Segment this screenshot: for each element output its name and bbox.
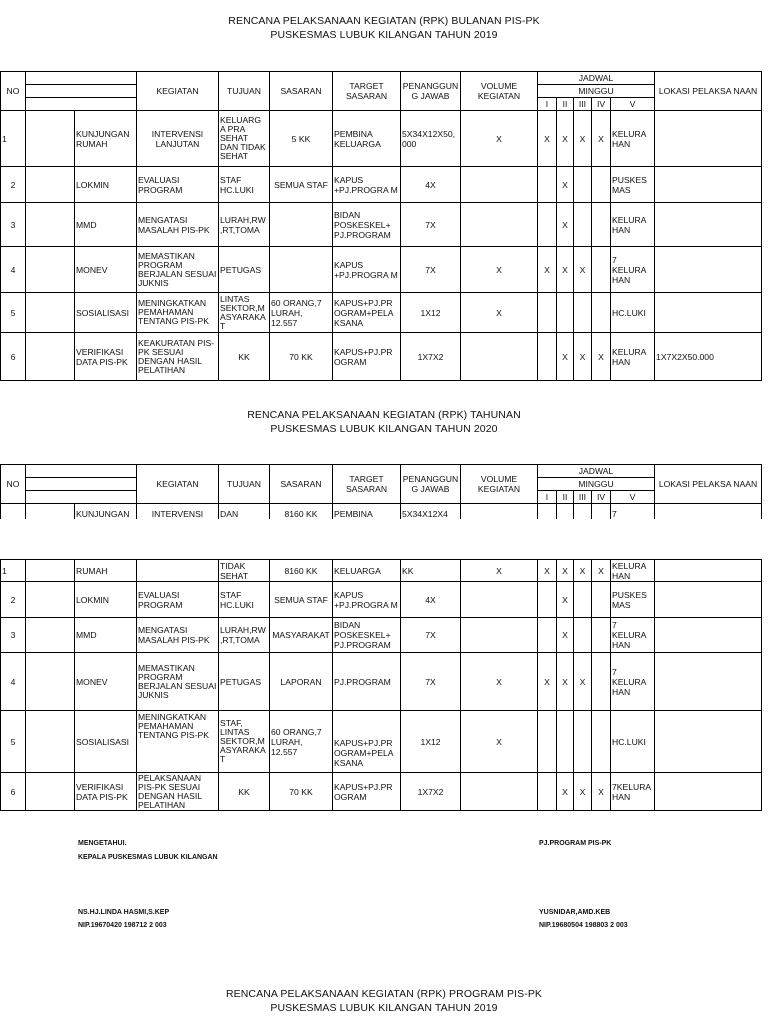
cell-week-3: X <box>557 333 574 381</box>
cell-penanggung-jawab: KAPUS +PJ.PROGRA M <box>333 247 401 293</box>
cell-week-4 <box>574 582 592 618</box>
header-volume: VOLUME KEGIATAN <box>461 465 538 504</box>
title-block-1 <box>0 14 768 42</box>
cell-week-3: X <box>557 203 574 247</box>
cell-tujuan <box>137 560 219 582</box>
header-tujuan: TUJUAN <box>219 72 270 111</box>
cell-week-4 <box>574 167 592 203</box>
cell-blank <box>26 618 75 653</box>
header-week-1: I <box>538 491 557 504</box>
cell-target: LAPORAN <box>270 653 333 711</box>
cell-kegiatan: RUMAH <box>75 560 137 582</box>
cell-tujuan: MEMASTIKAN PROGRAM BERJALAN SESUAI JUKNIS <box>137 653 219 711</box>
header-week-2: II <box>557 491 574 504</box>
subtitle-line: PUSKESMAS LUBUK KILANGAN TAHUN 2019 <box>270 29 498 41</box>
cell-no: 6 <box>1 333 26 381</box>
cell-lokasi: 7 KELURA HAN <box>611 653 655 711</box>
cell-sasaran: PETUGAS <box>219 247 270 293</box>
cell-week-3: X <box>557 773 574 811</box>
header-blank <box>26 478 137 491</box>
cell-biaya <box>655 582 762 618</box>
header-lokasi: LOKASI PELAKSA NAAN <box>655 72 762 111</box>
header-week-4: IV <box>592 491 611 504</box>
cell-blank <box>26 203 75 247</box>
title-block-2 <box>0 408 768 436</box>
cell-kegiatan: LOKMIN <box>75 582 137 618</box>
header-week-5: V <box>611 491 655 504</box>
cell-week-2 <box>538 618 557 653</box>
signature-right-header <box>539 839 611 848</box>
cell-penanggung-jawab: KAPUS +PJ.PROGRA M <box>333 167 401 203</box>
cell-week-1 <box>461 504 538 520</box>
cell-tujuan: EVALUASI PROGRAM <box>137 167 219 203</box>
cell-week-2 <box>538 711 557 773</box>
page-break <box>0 519 768 559</box>
cell-week-4: X <box>574 773 592 811</box>
cell-volume: 4X <box>401 582 461 618</box>
cell-tujuan: KEAKURATAN PIS-PK SESUAI DENGAN HASIL PELATIHAN <box>137 333 219 381</box>
header-sasaran: SASARAN <box>270 72 333 111</box>
header-jadwal: JADWAL <box>538 465 655 478</box>
cell-penanggung-jawab: KAPUS +PJ.PROGRA M <box>333 582 401 618</box>
cell-week-1 <box>461 773 538 811</box>
header-blank <box>26 98 137 111</box>
header-blank <box>26 72 137 85</box>
cell-week-3: X <box>557 247 574 293</box>
cell-target: 8160 KK <box>270 560 333 582</box>
header-kegiatan: KEGIATAN <box>137 465 219 504</box>
cell-blank <box>26 167 75 203</box>
subtitle-line: PUSKESMAS LUBUK KILANGAN TAHUN 2020 <box>270 423 498 435</box>
cell-tujuan: MEMASTIKAN PROGRAM BERJALAN SESUAI JUKNIS <box>137 247 219 293</box>
cell-week-1 <box>461 618 538 653</box>
cell-week-4 <box>574 293 592 333</box>
mengetahui-label: MENGETAHUI. <box>78 840 127 847</box>
cell-sasaran: DAN <box>219 504 270 520</box>
header-target: TARGET SASARAN <box>333 72 401 111</box>
cell-no: 5 <box>1 293 26 333</box>
cell-lokasi: KELURA HAN <box>611 203 655 247</box>
cell-penanggung-jawab: PJ.PROGRAM <box>333 653 401 711</box>
cell-week-1: X <box>461 247 538 293</box>
signature-right-name <box>539 908 628 930</box>
cell-tujuan: INTERVENSI <box>137 504 219 520</box>
cell-no: 1 <box>1 111 26 167</box>
cell-week-4: X <box>574 560 592 582</box>
cell-target: MASYARAKAT <box>270 618 333 653</box>
cell-no: 4 <box>1 247 26 293</box>
cell-kegiatan: KUNJUNGAN RUMAH <box>75 111 137 167</box>
cell-volume: 7X <box>401 653 461 711</box>
cell-penanggung-jawab: PEMBINA KELUARGA <box>333 111 401 167</box>
header-no: NO <box>1 465 26 504</box>
header-kegiatan: KEGIATAN <box>137 72 219 111</box>
cell-week-1 <box>461 167 538 203</box>
cell-blank <box>26 711 75 773</box>
cell-volume: KK <box>401 560 461 582</box>
cell-volume: 1X12 <box>401 293 461 333</box>
cell-blank <box>26 504 75 520</box>
cell-tujuan: MENINGKATKAN PEMAHAMAN TENTANG PIS-PK <box>137 711 219 773</box>
cell-week-5: X <box>592 333 611 381</box>
cell-week-1 <box>461 333 538 381</box>
cell-lokasi: 7KELURA HAN <box>611 773 655 811</box>
cell-kegiatan: LOKMIN <box>75 167 137 203</box>
header-tujuan: TUJUAN <box>219 465 270 504</box>
cell-tujuan: MENINGKATKAN PEMAHAMAN TENTANG PIS-PK <box>137 293 219 333</box>
kepala-puskesmas-label: KEPALA PUSKESMAS LUBUK KILANGAN <box>78 854 218 861</box>
cell-week-4 <box>574 504 592 520</box>
header-week-2: II <box>557 98 574 111</box>
cell-week-5 <box>592 618 611 653</box>
header-blank <box>26 491 137 504</box>
cell-kegiatan: MMD <box>75 618 137 653</box>
cell-sasaran: STAF HC.LUKI <box>219 167 270 203</box>
cell-volume: 1X12 <box>401 711 461 773</box>
cell-biaya <box>655 711 762 773</box>
signer-nip: NIP.19670420 198712 2 003 <box>78 922 167 929</box>
cell-biaya <box>655 293 762 333</box>
cell-week-2: X <box>538 111 557 167</box>
cell-week-3: X <box>557 167 574 203</box>
header-week-3: III <box>574 98 592 111</box>
cell-target <box>270 247 333 293</box>
cell-week-4 <box>574 618 592 653</box>
cell-week-2 <box>538 203 557 247</box>
cell-blank <box>26 560 75 582</box>
cell-sasaran: STAF HC.LUKI <box>219 582 270 618</box>
cell-penanggung-jawab: KAPUS+PJ.PR OGRAM+PELA KSANA <box>333 711 401 773</box>
rpk-table-bulanan <box>0 71 762 381</box>
cell-no: 2 <box>1 582 26 618</box>
title-line: RENCANA PELAKSANAAN KEGIATAN (RPK) PROGRAM PIS-PK <box>225 988 543 1000</box>
cell-kegiatan: VERIFIKASI DATA PIS-PK <box>75 773 137 811</box>
header-blank <box>26 465 137 478</box>
cell-week-5 <box>592 504 611 520</box>
cell-volume: 7X <box>401 203 461 247</box>
header-volume: VOLUME KEGIATAN <box>461 72 538 111</box>
cell-lokasi: HC.LUKI <box>611 293 655 333</box>
cell-sasaran: KK <box>219 333 270 381</box>
subtitle-line: PUSKESMAS LUBUK KILANGAN TAHUN 2019 <box>270 1002 498 1014</box>
cell-week-5: X <box>592 111 611 167</box>
cell-biaya <box>655 560 762 582</box>
cell-blank <box>26 333 75 381</box>
cell-sasaran: LINTAS SEKTOR,M ASYARAKA T <box>219 293 270 333</box>
cell-sasaran: LURAH,RW ,RT,TOMA <box>219 203 270 247</box>
cell-week-2 <box>538 333 557 381</box>
cell-blank <box>26 247 75 293</box>
cell-biaya <box>655 773 762 811</box>
cell-sasaran: TIDAK SEHAT <box>219 560 270 582</box>
cell-blank <box>26 293 75 333</box>
cell-week-5 <box>592 711 611 773</box>
cell-week-3: X <box>557 618 574 653</box>
cell-week-2 <box>538 293 557 333</box>
cell-sasaran: STAF, LINTAS SEKTOR,M ASYARAKA T <box>219 711 270 773</box>
cell-week-2 <box>538 504 557 520</box>
cell-no: 3 <box>1 203 26 247</box>
cell-week-2 <box>538 167 557 203</box>
cell-week-2: X <box>538 560 557 582</box>
cell-sasaran: KELUARG A PRA SEHAT DAN TIDAK SEHAT <box>219 111 270 167</box>
header-minggu: MINGGU <box>538 478 655 491</box>
cell-lokasi: PUSKES MAS <box>611 167 655 203</box>
cell-tujuan: PELAKSANAAN PIS-PK SESUAI DENGAN HASIL PELATIHAN <box>137 773 219 811</box>
cell-week-5 <box>592 247 611 293</box>
cell-week-5: X <box>592 773 611 811</box>
cell-volume: 5X34X12X4 <box>401 504 461 520</box>
cell-no: 5 <box>1 711 26 773</box>
cell-week-1: X <box>461 111 538 167</box>
cell-blank <box>26 653 75 711</box>
cell-target: SEMUA STAF <box>270 582 333 618</box>
cell-week-5 <box>592 582 611 618</box>
cell-week-4: X <box>574 111 592 167</box>
cell-sasaran: LURAH,RW ,RT,TOMA <box>219 618 270 653</box>
cell-volume: 1X7X2 <box>401 773 461 811</box>
signature-left-name <box>78 908 169 930</box>
cell-week-5 <box>592 653 611 711</box>
cell-kegiatan: SOSIALISASI <box>75 293 137 333</box>
cell-week-3 <box>557 504 574 520</box>
cell-week-1: X <box>461 560 538 582</box>
cell-biaya <box>655 203 762 247</box>
cell-volume: 7X <box>401 618 461 653</box>
cell-lokasi: KELURA HAN <box>611 560 655 582</box>
cell-volume: 1X7X2 <box>401 333 461 381</box>
cell-week-3 <box>557 293 574 333</box>
cell-kegiatan: MMD <box>75 203 137 247</box>
signature-left-header <box>78 839 218 862</box>
header-no: NO <box>1 72 26 111</box>
cell-week-4: X <box>574 653 592 711</box>
cell-penanggung-jawab: KELUARGA <box>333 560 401 582</box>
cell-penanggung-jawab: PEMBINA <box>333 504 401 520</box>
cell-target: 70 KK <box>270 333 333 381</box>
cell-week-3: X <box>557 111 574 167</box>
cell-blank <box>26 582 75 618</box>
cell-biaya <box>655 653 762 711</box>
cell-kegiatan: KUNJUNGAN <box>75 504 137 520</box>
cell-week-5 <box>592 203 611 247</box>
cell-lokasi: 7 KELURA HAN <box>611 247 655 293</box>
cell-biaya <box>655 247 762 293</box>
cell-lokasi: KELURA HAN <box>611 111 655 167</box>
cell-week-1 <box>461 203 538 247</box>
cell-week-2 <box>538 773 557 811</box>
cell-week-2 <box>538 582 557 618</box>
cell-week-1: X <box>461 293 538 333</box>
title-line: RENCANA PELAKSANAAN KEGIATAN (RPK) TAHUNAN <box>247 409 521 421</box>
cell-volume: 4X <box>401 167 461 203</box>
title-line: RENCANA PELAKSANAAN KEGIATAN (RPK) BULANAN PIS-PK <box>228 15 540 27</box>
cell-kegiatan: MONEV <box>75 247 137 293</box>
cell-tujuan: EVALUASI PROGRAM <box>137 582 219 618</box>
cell-week-3: X <box>557 560 574 582</box>
cell-penanggung-jawab: KAPUS+PJ.PR OGRAM <box>333 773 401 811</box>
cell-biaya <box>655 167 762 203</box>
cell-target: 70 KK <box>270 773 333 811</box>
cell-biaya <box>655 504 762 520</box>
cell-week-3: X <box>557 653 574 711</box>
cell-week-4 <box>574 203 592 247</box>
cell-tujuan: MENGATASI MASALAH PIS-PK <box>137 618 219 653</box>
rpk-table-tahunan-continued <box>0 559 762 811</box>
cell-target: 5 KK <box>270 111 333 167</box>
header-jadwal: JADWAL <box>538 72 655 85</box>
cell-lokasi: PUSKES MAS <box>611 582 655 618</box>
cell-penanggung-jawab: BIDAN POSKESKEL+ PJ.PROGRAM <box>333 618 401 653</box>
header-lokasi: LOKASI PELAKSA NAAN <box>655 465 762 504</box>
cell-penanggung-jawab: KAPUS+PJ.PR OGRAM <box>333 333 401 381</box>
cell-no: 6 <box>1 773 26 811</box>
header-minggu: MINGGU <box>538 85 655 98</box>
cell-lokasi: HC.LUKI <box>611 711 655 773</box>
cell-week-4: X <box>574 333 592 381</box>
cell-target: 60 ORANG,7 LURAH, 12.557 <box>270 711 333 773</box>
cell-no: 3 <box>1 618 26 653</box>
signer-name: NS.HJ.LINDA HASMI,S.KEP <box>78 909 170 916</box>
cell-week-5 <box>592 167 611 203</box>
cell-week-2: X <box>538 247 557 293</box>
cell-target: 8160 KK <box>270 504 333 520</box>
cell-penanggung-jawab: BIDAN POSKESKEL+ PJ.PROGRAM <box>333 203 401 247</box>
signer-name: YUSNIDAR,AMD.KEB <box>539 909 611 916</box>
cell-lokasi: KELURA HAN <box>611 333 655 381</box>
cell-week-5: X <box>592 560 611 582</box>
cell-no <box>1 504 26 520</box>
cell-tujuan: MENGATASI MASALAH PIS-PK <box>137 203 219 247</box>
cell-kegiatan: SOSIALISASI <box>75 711 137 773</box>
header-penanggung-jawab: PENANGGUN G JAWAB <box>401 465 461 504</box>
cell-no: 2 <box>1 167 26 203</box>
cell-sasaran: PETUGAS <box>219 653 270 711</box>
cell-week-3: X <box>557 582 574 618</box>
cell-penanggung-jawab: KAPUS+PJ.PR OGRAM+PELA KSANA <box>333 293 401 333</box>
cell-week-2: X <box>538 653 557 711</box>
cell-week-1: X <box>461 711 538 773</box>
cell-lokasi: 7 KELURA HAN <box>611 618 655 653</box>
cell-lokasi: 7 <box>611 504 655 520</box>
cell-week-1 <box>461 582 538 618</box>
cell-biaya <box>655 618 762 653</box>
cell-sasaran: KK <box>219 773 270 811</box>
header-week-5: V <box>611 98 655 111</box>
header-week-3: III <box>574 491 592 504</box>
header-blank <box>26 85 137 98</box>
cell-biaya: 1X7X2X50.000 <box>655 333 762 381</box>
pj-program-label: PJ.PROGRAM PIS-PK <box>539 840 612 847</box>
cell-target: SEMUA STAF <box>270 167 333 203</box>
cell-kegiatan: MONEV <box>75 653 137 711</box>
cell-week-4: X <box>574 247 592 293</box>
cell-blank <box>26 773 75 811</box>
cell-week-5 <box>592 293 611 333</box>
cell-volume: 5X34X12X50, 000 <box>401 111 461 167</box>
cell-no: 1 <box>1 560 26 582</box>
cell-blank <box>26 111 75 167</box>
header-target: TARGET SASARAN <box>333 465 401 504</box>
cell-no: 4 <box>1 653 26 711</box>
header-penanggung-jawab: PENANGGUN G JAWAB <box>401 72 461 111</box>
cell-tujuan: INTERVENSI LANJUTAN <box>137 111 219 167</box>
signer-nip: NIP.19680504 198803 2 003 <box>539 922 628 929</box>
cell-kegiatan: VERIFIKASI DATA PIS-PK <box>75 333 137 381</box>
cell-target: 60 ORANG,7 LURAH, 12.557 <box>270 293 333 333</box>
cell-week-3 <box>557 711 574 773</box>
rpk-table-tahunan <box>0 464 762 520</box>
header-sasaran: SASARAN <box>270 465 333 504</box>
title-block-3 <box>0 987 768 1015</box>
cell-volume: 7X <box>401 247 461 293</box>
cell-week-1: X <box>461 653 538 711</box>
header-week-4: IV <box>592 98 611 111</box>
cell-week-4 <box>574 711 592 773</box>
cell-biaya <box>655 111 762 167</box>
cell-target <box>270 203 333 247</box>
header-week-1: I <box>538 98 557 111</box>
